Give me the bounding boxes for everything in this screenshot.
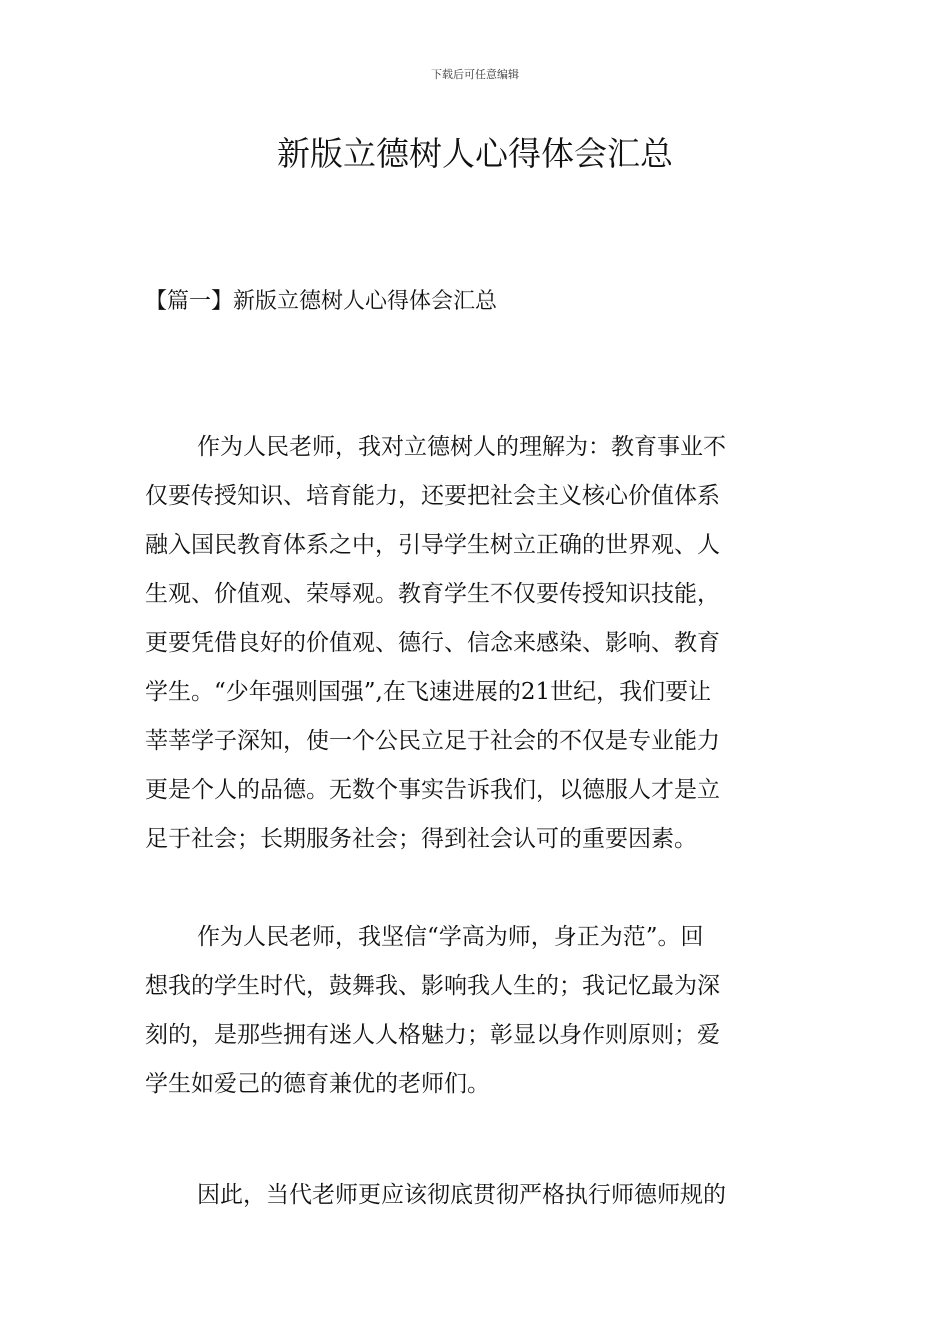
paragraph-line: 作为人民老师，我对立德树人的理解为：教育事业不 bbox=[197, 434, 726, 460]
paragraph-line: 因此，当代老师更应该彻底贯彻严格执行师德师规的 bbox=[197, 1182, 726, 1208]
paragraph-line: 莘莘学子深知，使一个公民立足于社会的不仅是专业能力 bbox=[145, 728, 720, 754]
paragraph-line: 学生如爱己的德育兼优的老师们。 bbox=[145, 1071, 490, 1097]
section-heading: 【篇一】新版立德树人心得体会汇总 bbox=[145, 289, 498, 314]
paragraph-line: 作为人民老师，我坚信“学高为师，身正为范”。回 bbox=[197, 924, 704, 950]
paragraph-1 bbox=[145, 423, 807, 864]
paragraph-line: 仅要传授知识、培育能力，还要把社会主义核心价值体系 bbox=[145, 483, 720, 509]
paragraph-line: 更要凭借良好的价值观、德行、信念来感染、影响、教育 bbox=[145, 630, 720, 656]
paragraph-line: 融入国民教育体系之中，引导学生树立正确的世界观、人 bbox=[145, 532, 720, 558]
document-title: 新版立德树人心得体会汇总 bbox=[277, 134, 673, 173]
header-note: 下载后可任意编辑 bbox=[431, 68, 519, 81]
paragraph-line: 学生。“少年强则国强”,在飞速进展的21世纪，我们要让 bbox=[145, 679, 712, 705]
paragraph-2 bbox=[145, 913, 807, 1109]
paragraph-line: 生观、价值观、荣辱观。教育学生不仅要传授知识技能， bbox=[145, 581, 720, 607]
paragraph-3 bbox=[145, 1171, 807, 1220]
paragraph-line: 刻的，是那些拥有迷人人格魅力；彰显以身作则原则；爱 bbox=[145, 1022, 720, 1048]
paragraph-line: 更是个人的品德。无数个事实告诉我们，以德服人才是立 bbox=[145, 777, 720, 803]
paragraph-line: 足于社会；长期服务社会；得到社会认可的重要因素。 bbox=[145, 826, 697, 852]
paragraph-line: 想我的学生时代，鼓舞我、影响我人生的；我记忆最为深 bbox=[145, 973, 720, 999]
